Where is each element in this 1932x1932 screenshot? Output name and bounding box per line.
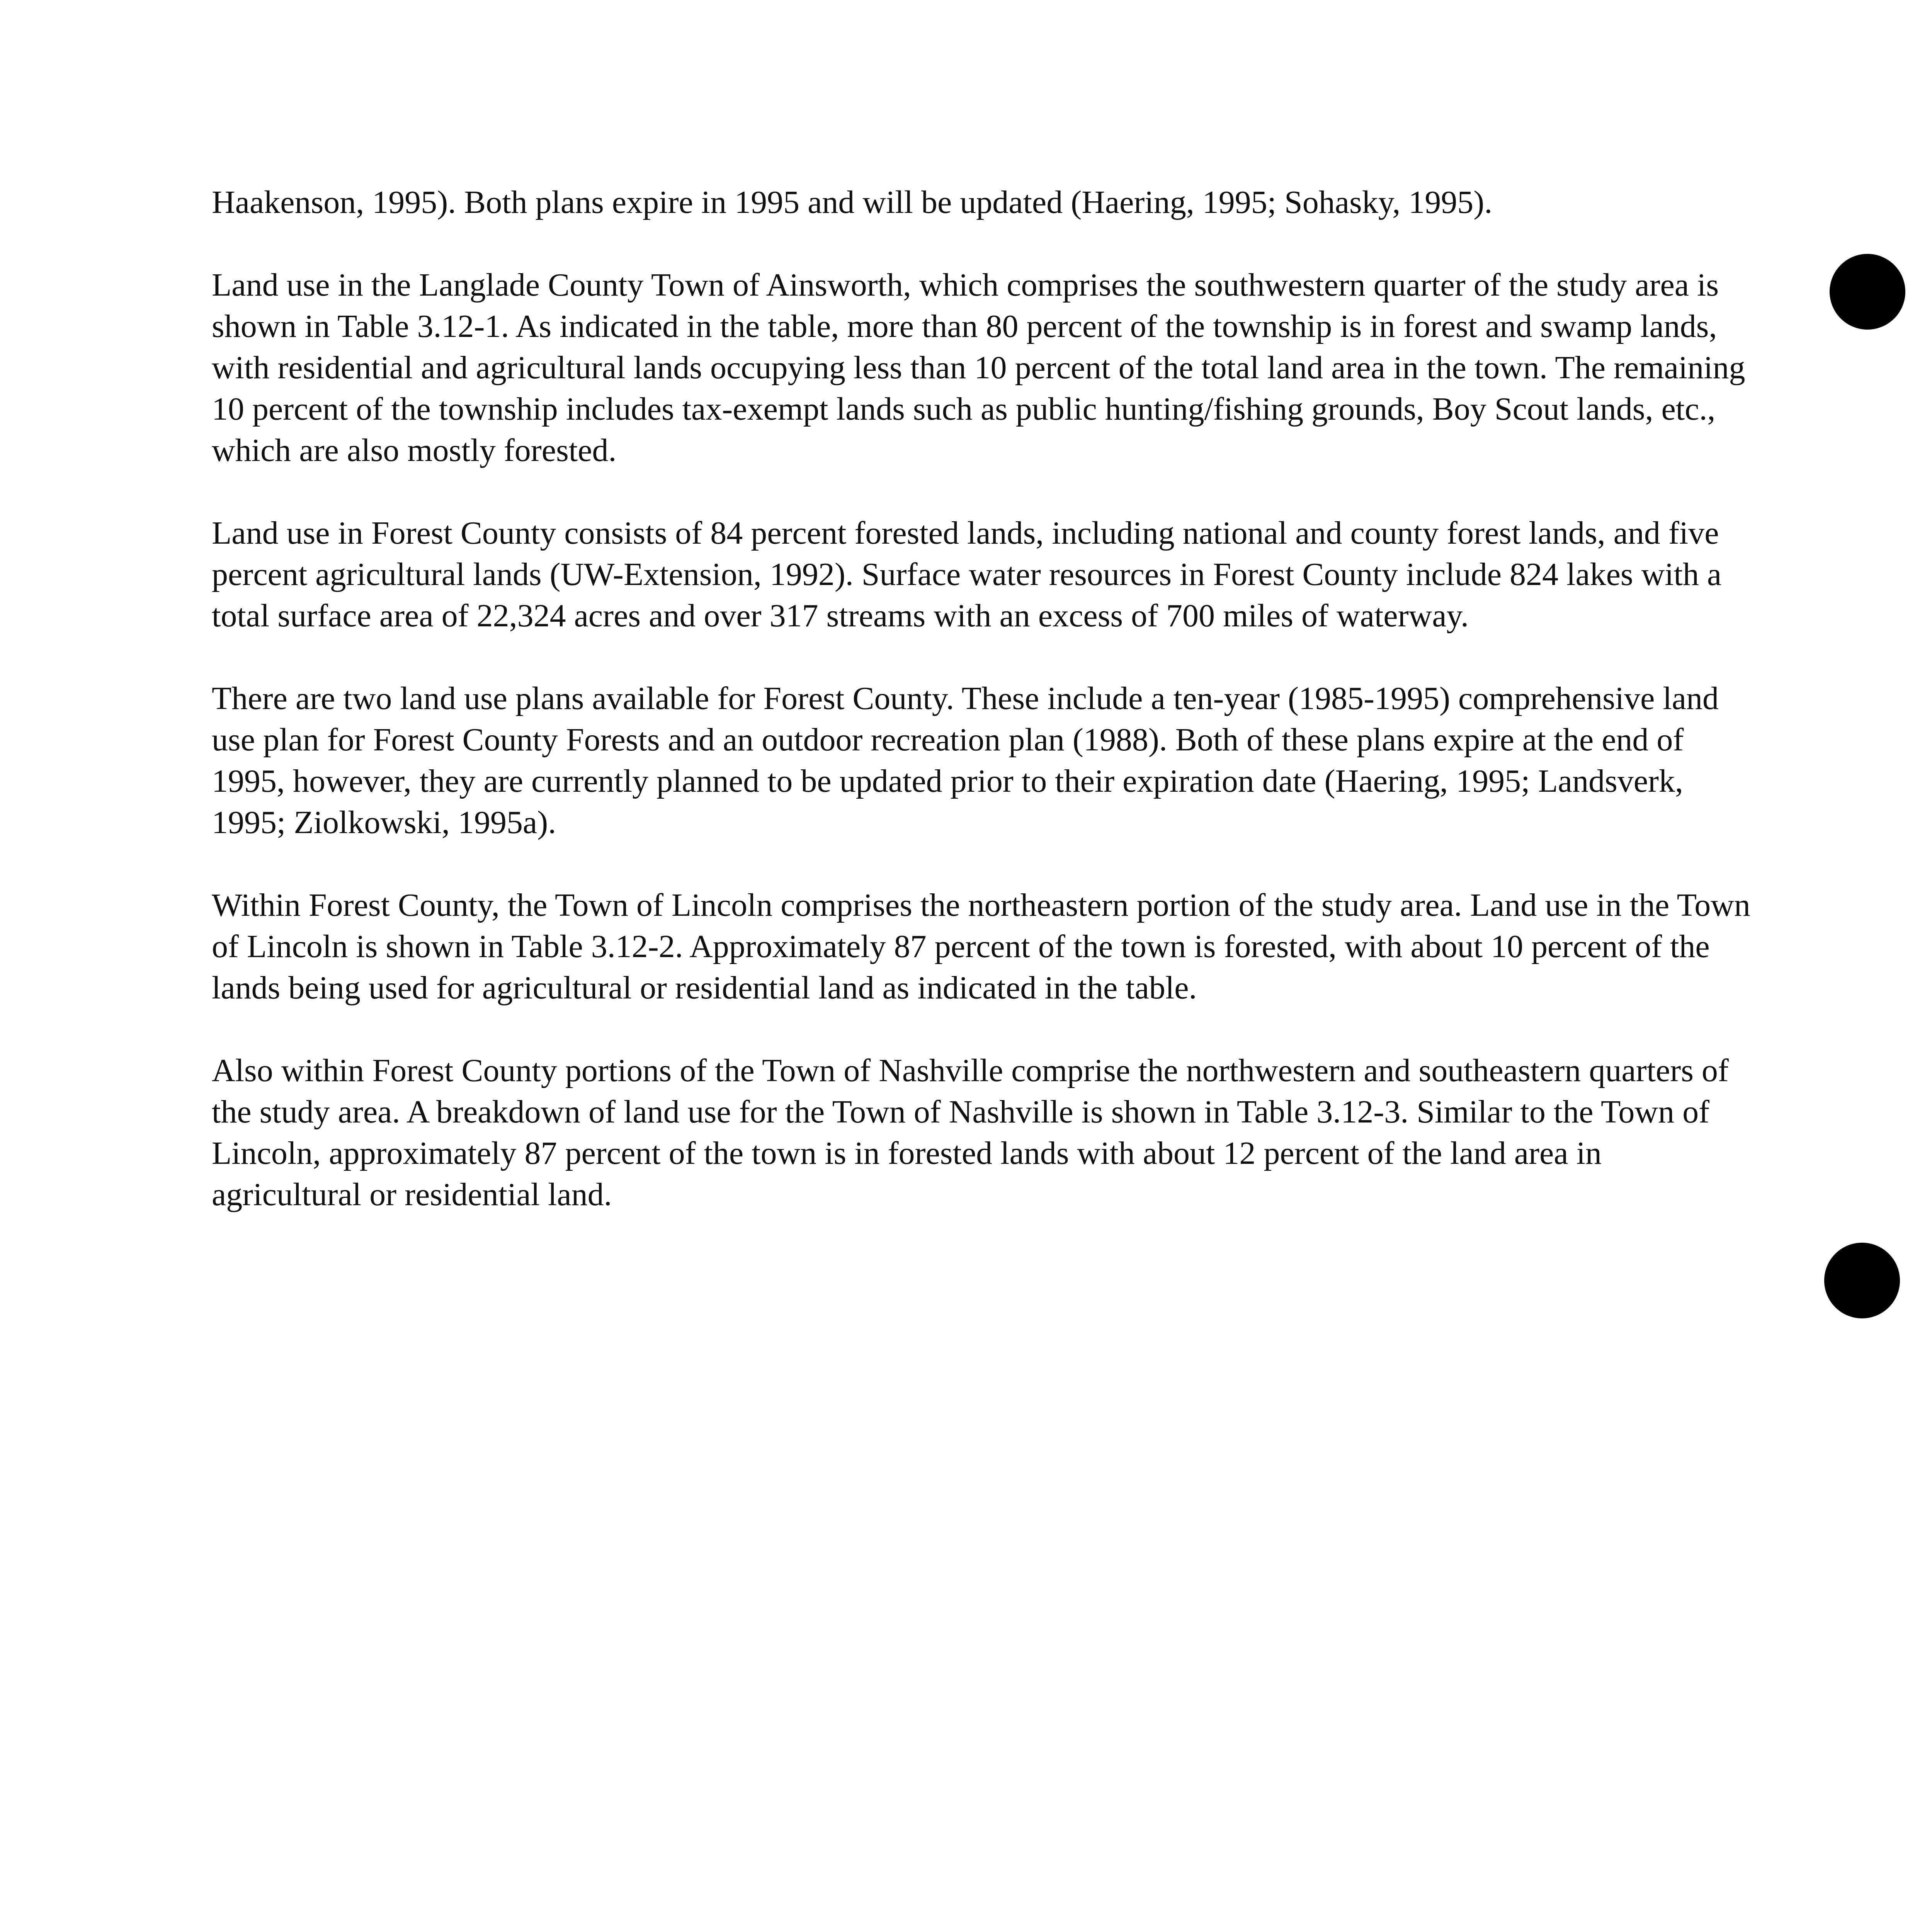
punch-hole-top (1830, 254, 1905, 330)
paragraph-forest-county-land-use: Land use in Forest County consists of 84 percent forested lands, including national and county forest lands, and five percent agricultural lands (UW-Extension, 1992). Surface water resources in Forest County include 824 lakes with a total surface area of 22,324 acres and over 317 streams with an excess of 700 miles of waterway. (212, 515, 1722, 634)
paragraph-town-of-lincoln: Within Forest County, the Town of Lincoln comprises the northeastern portion of the study area. Land use in the Town of Lincoln is shown in Table 3.12-2. Approximately 87 percent of the town is forested, with about 10 percent of the lands being used for agricultural or residential land as indicated in the table. (212, 887, 1750, 1006)
punch-hole-middle (1824, 1243, 1900, 1318)
paragraph-town-of-nashville: Also within Forest County portions of the Town of Nashville comprise the northwestern and southeastern quarters of the study area. A breakdown of land use for the Town of Nashville is shown in Table 3.12-3. Similar to the Town of Lincoln, approximately 87 percent of the town is in forested lands with about 12 percent of the land area in agricultural or residential land. (212, 1053, 1729, 1213)
paragraph-land-use-plans: There are two land use plans available for Forest County. These include a ten-year (1985-1995) comprehensive land use plan for Forest County Forests and an outdoor recreation plan (1988). Both of these plans expire at the end of 1995, however, they are currently planned to be updated prior to their expiration date (Haering, 1995; Landsverk, 1995; Ziolkowski, 1995a). (212, 680, 1719, 840)
paragraph-ainsworth-land-use: Land use in the Langlade County Town of Ainsworth, which comprises the southwestern quarter of the study area is shown in Table 3.12-1. As indicated in the table, more than 80 percent of the township is in forest and swamp lands, with residential and agricultural lands occupying less than 10 percent of the total land area in the town. The remaining 10 percent of the township includes tax-exempt lands such as public hunting/fishing grounds, Boy Scout lands, etc., which are also mostly forested. (212, 267, 1745, 468)
paragraph-continuation: Haakenson, 1995). Both plans expire in 1995 and will be updated (Haering, 1995; Sohasky, 1995). (212, 184, 1493, 220)
body-text (212, 182, 1753, 1257)
